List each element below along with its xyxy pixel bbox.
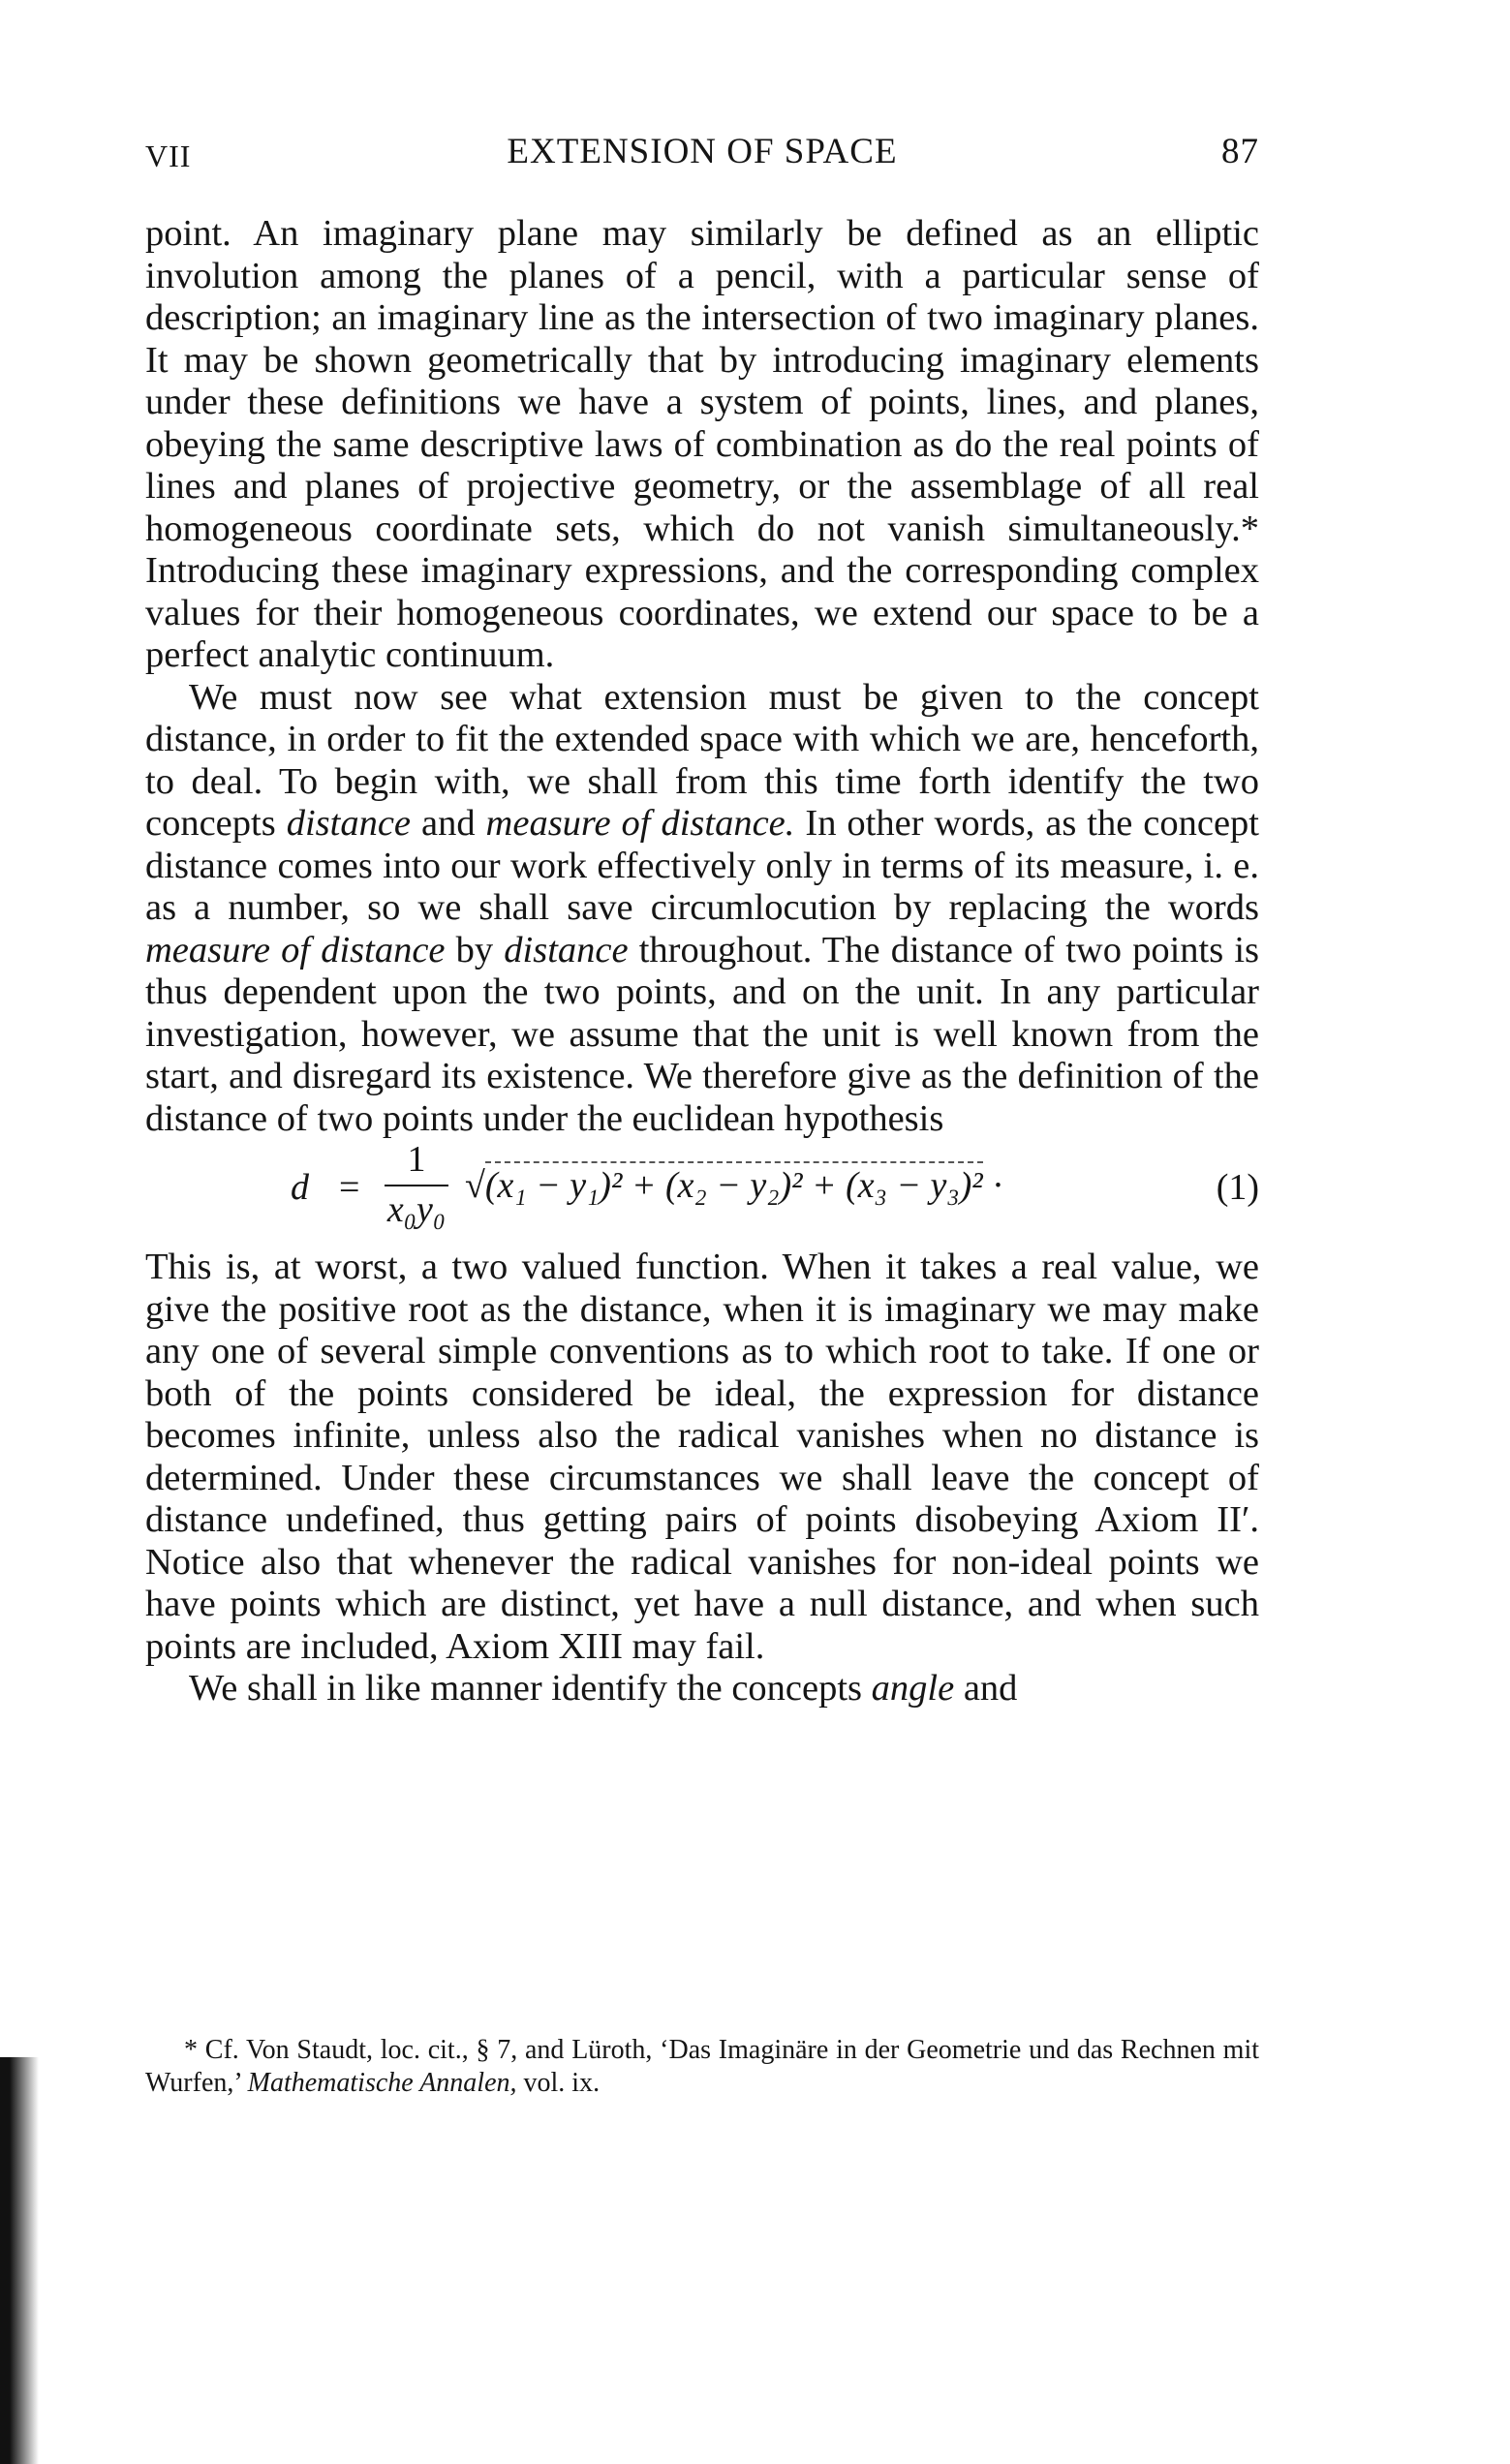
paragraph-2-text-b: and bbox=[411, 803, 486, 844]
running-title: EXTENSION OF SPACE bbox=[507, 132, 898, 171]
footnote-text-b: vol. ix. bbox=[516, 2068, 601, 2098]
paragraph-4-text-a: We shall in like manner identify the concepts bbox=[189, 1668, 872, 1709]
paragraph-2-text-e: throughout. The distance of two points is thus dependent upon the two points, and on the unit. In any particular investigation, however, we assume that the unit is well known from the start, and disregard its existence. We therefore give as the definition of the distance of two points under the euclidean hypothesis bbox=[145, 929, 1260, 1139]
paragraph-1: point. An imaginary plane may similarly be defined as an elliptic involution among the planes of a pencil, with a particular sense of description; an imaginary line as the intersection of two imaginary planes. It may be shown geometrically that by introducing imaginary elements under these definitions we have a system of points, lines, and planes, obeying the same descriptive laws of combination as do the real points of lines and planes of projective geometry, or the assemblage of all real homogeneous coordinate sets, which do not vanish simultaneously.* Introducing these imaginary expressions, and the corresponding complex values for their homogeneous coordinates, we extend our space to be a perfect analytic continuum. bbox=[145, 213, 1259, 675]
distance-formula bbox=[145, 1140, 1259, 1247]
paragraph-3: This is, at worst, a two valued function. When it takes a real value, we give the positive root as the distance, when it is imaginary we may make any one of several simple conventions as to which root to take. If one or both of the points considered be ideal, the expression for distance becomes infinite, unless also the radical vanishes when no distance is determined. Under these circumstances we shall leave the concept of distance undefined, thus getting pairs of points disobeying Axiom II′. Notice also that whenever the radical vanishes for non-ideal points we have points which are distinct, yet have a null distance, and when such points are included, Axiom XIII may fail. bbox=[145, 1247, 1259, 1667]
footnote-text bbox=[145, 2034, 1259, 2100]
page-edge-shadow bbox=[0, 2057, 39, 2464]
paragraph-2 bbox=[145, 677, 1259, 1141]
footnote-text-a: * Cf. Von Staudt, loc. cit., § 7, and Lüroth, ‘Das Imaginäre in der Geometrie und das Rechnen mit Wurfen,’ bbox=[145, 2035, 1259, 2098]
equation-number: (1) bbox=[1216, 1167, 1259, 1208]
formula-denominator: x₀y₀ bbox=[386, 1189, 447, 1230]
paragraph-2-italic-distance: distance bbox=[286, 803, 411, 844]
paragraph-2-italic-distance-2: distance bbox=[504, 929, 629, 970]
formula-lhs: d bbox=[291, 1167, 309, 1208]
paragraph-4-text-b: and bbox=[954, 1668, 1018, 1709]
page-number: 87 bbox=[1221, 132, 1259, 171]
paragraph-2-italic-measure-2: measure of distance bbox=[145, 929, 446, 970]
footnote-journal-title: Mathematische Annalen, bbox=[247, 2068, 517, 2098]
formula-equals: = bbox=[339, 1167, 360, 1208]
formula-radical bbox=[465, 1165, 1004, 1208]
paragraph-4 bbox=[145, 1668, 1259, 1710]
chapter-numeral: VII bbox=[145, 139, 192, 173]
paragraph-2-text-d: by bbox=[445, 929, 505, 970]
running-header bbox=[145, 131, 1259, 189]
formula-fraction bbox=[383, 1140, 450, 1229]
paragraph-2-text-c: In other words, as the concept distance comes into our work effectively only in terms of its measure, i. e. as a number, so we shall save circumlocution by replacing the words bbox=[145, 803, 1260, 928]
body-text bbox=[145, 213, 1259, 1710]
formula-trailing-dot: · bbox=[992, 1165, 1004, 1206]
formula-radicand: (x₁ − y₁)² + (x₂ − y₂)² + (x₃ − y₃)² bbox=[485, 1161, 983, 1206]
radical-sign: √ bbox=[465, 1165, 485, 1206]
fraction-bar bbox=[385, 1185, 448, 1186]
paragraph-2-italic-measure: measure of distance. bbox=[485, 803, 795, 844]
formula-numerator: 1 bbox=[407, 1139, 426, 1180]
paragraph-4-italic-angle: angle bbox=[871, 1668, 955, 1709]
formula-expression bbox=[291, 1140, 1162, 1247]
paragraph-2-text-a: We must now see what extension must be given to the concept distance, in order to fit the extended space with which we are, henceforth, to deal. To begin with, we shall from this time forth identify the two concepts bbox=[145, 676, 1259, 844]
footnote bbox=[145, 2034, 1259, 2100]
